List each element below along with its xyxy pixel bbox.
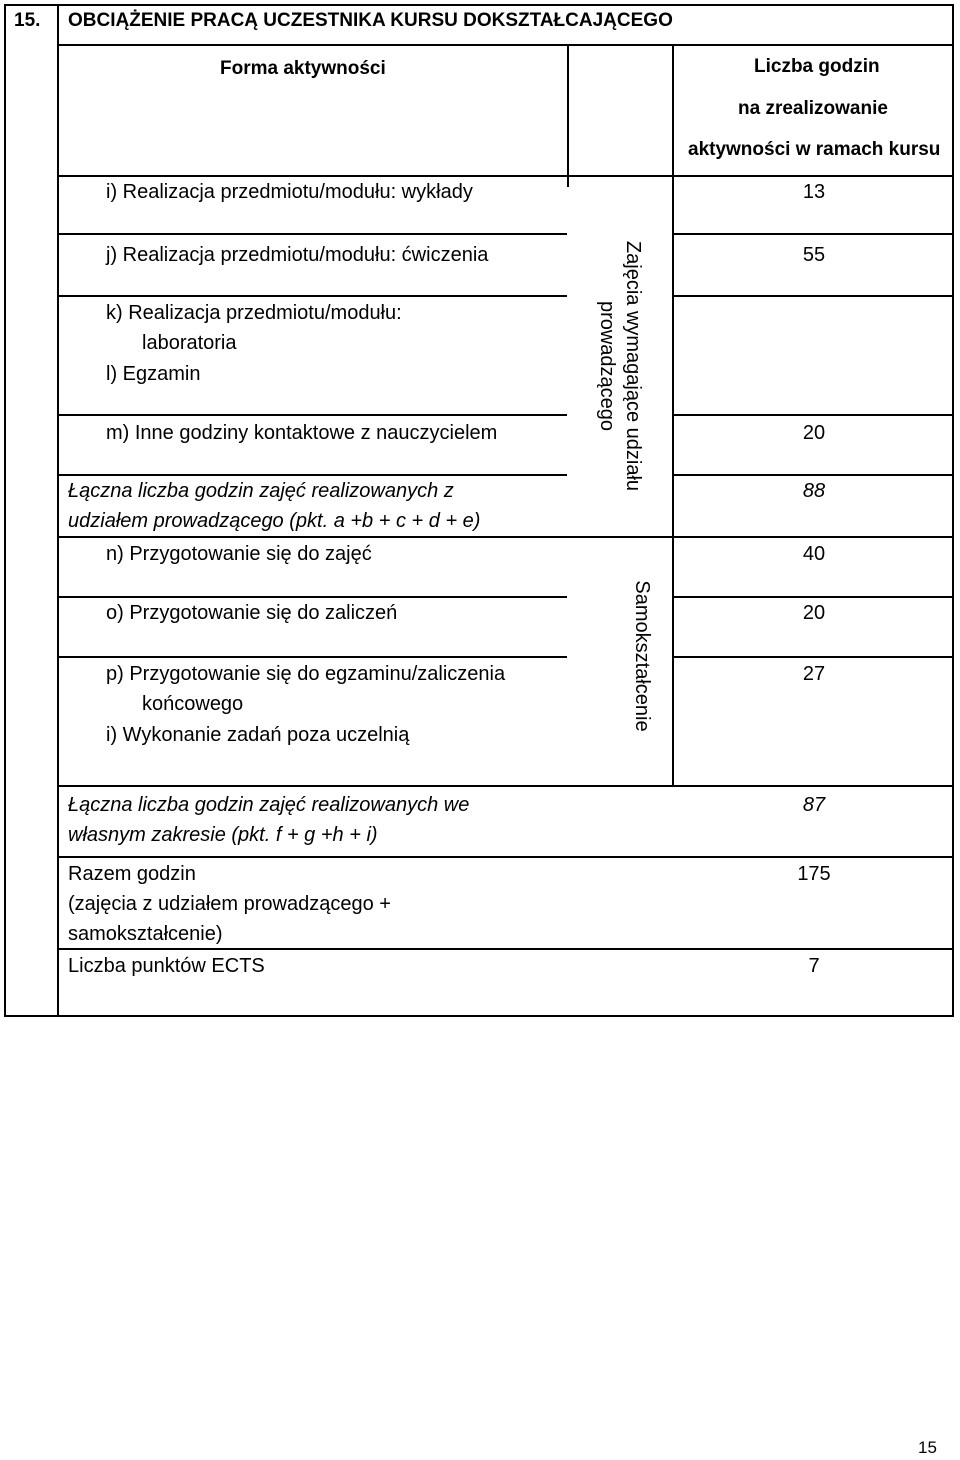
self-total-hours: 87 [802,794,826,816]
row-i-hours: 13 [802,181,826,203]
row-m-label: m) Inne godziny kontaktowe z nauczycielem [106,422,498,444]
grid-line [672,295,954,297]
section-title: OBCIĄŻENIE PRACĄ UCZESTNIKA KURSU DOKSZTAŁCAJĄCEGO [68,10,673,31]
activity-form-header: Forma aktywności [220,58,386,79]
row-i-label: i) Realizacja przedmiotu/modułu: wykłady [106,181,473,203]
sum-hours: 175 [797,863,831,885]
sum-label-line1: Razem godzin [68,863,196,885]
section-number: 15. [14,10,41,31]
grid-line [57,233,567,235]
hours-header-line3: aktywności w ramach kursu [688,139,941,160]
row-j-hours: 55 [802,244,826,266]
hours-header-line1: Liczba godzin [754,56,880,77]
row-n-hours: 40 [802,543,826,565]
grid-line [57,785,954,787]
ects-value: 7 [808,955,820,977]
grid-line [672,414,954,416]
grid-line [672,233,954,235]
grid-line [672,656,954,658]
contact-total-label-line1: Łączna liczba godzin zajęć realizowanych z [68,480,454,502]
row-l-label: l) Egzamin [106,363,201,385]
grid-line [57,4,59,1017]
row-n-label: n) Przygotowanie się do zajęć [106,543,372,565]
row-j-label: j) Realizacja przedmiotu/modułu: ćwiczenia [106,244,489,266]
row-o-label: o) Przygotowanie się do zaliczeń [106,602,398,624]
grid-line [57,414,567,416]
grid-line [567,44,569,187]
row-m-hours: 20 [802,422,826,444]
sum-label-line3: samokształcenie) [68,923,223,945]
self-total-label-line2: własnym zakresie (pkt. f + g +h + i) [68,824,378,846]
contact-group-line2: prowadzącego [596,300,618,432]
contact-group-label [594,206,646,526]
contact-group-line1: Zajęcia wymagające udziału [622,240,644,492]
row-p-label-line1: p) Przygotowanie się do egzaminu/zaliczenia [106,663,506,685]
page-number: 15 [918,1438,937,1457]
grid-line [57,295,567,297]
grid-line [57,656,567,658]
row-k-label-line1: k) Realizacja przedmiotu/modułu: [106,302,402,324]
row-o-hours: 20 [802,602,826,624]
ects-label: Liczba punktów ECTS [68,955,265,977]
self-study-group-label [629,556,655,756]
self-total-label-line1: Łączna liczba godzin zajęć realizowanych we [68,794,470,816]
self-study-group-text: Samokształcenie [631,580,653,732]
row-p-hours: 27 [802,663,826,685]
grid-line [57,44,954,46]
row-p-label-line2: końcowego [142,693,244,715]
row-k-label-line2: laboratoria [142,332,237,354]
row-i2-label: i) Wykonanie zadań poza uczelnią [106,724,410,746]
grid-line [57,536,954,538]
hours-header-line2: na zrealizowanie [738,98,888,119]
sum-label-line2: (zajęcia z udziałem prowadzącego + [68,893,391,915]
contact-total-hours: 88 [802,480,826,502]
grid-line [57,856,954,858]
contact-total-label-line2: udziałem prowadzącego (pkt. a +b + c + d + e) [68,510,481,532]
